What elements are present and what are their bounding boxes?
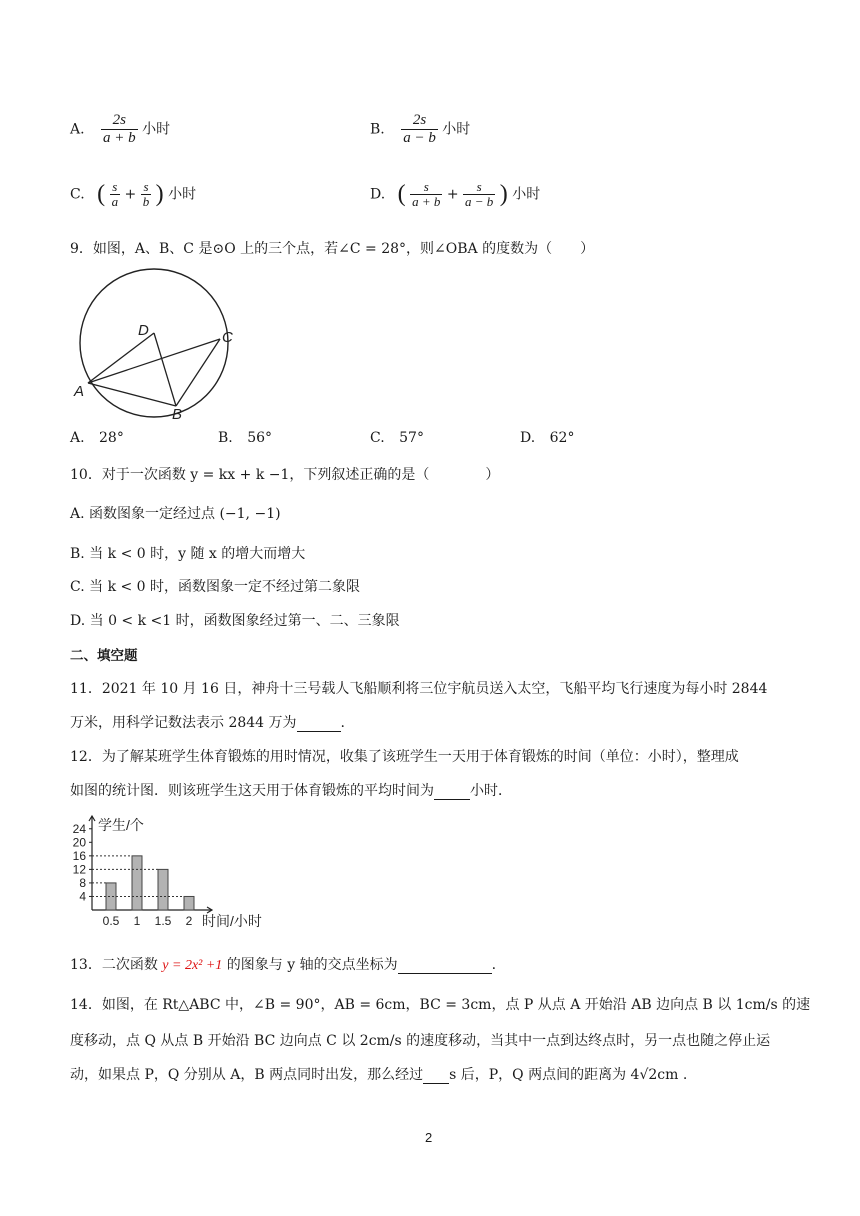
label-b: B [172, 406, 183, 423]
option-label: A. [70, 121, 85, 138]
paren: ) [155, 181, 164, 207]
page-number: 2 [425, 1130, 433, 1145]
numerator: s [423, 179, 429, 194]
x-tick-label: 0.5 [102, 914, 120, 928]
formula: y = 2x² +1 [162, 958, 223, 973]
q10-option-b: B. 当 k < 0 时，y 随 x 的增大而增大 [70, 546, 306, 562]
answer-blank [434, 785, 470, 800]
text: 万米，用科学记数法表示 2844 万为 [70, 715, 297, 731]
q14-line1: 14．如图，在 Rt△ABC 中，∠B = 90°，AB = 6cm，BC = 3cm，点 P 从点 A 开始沿 AB 边向点 B 以 1cm/s 的速 [70, 997, 811, 1013]
circle-diagram [66, 268, 246, 424]
q10-option-d: D. 当 0 < k <1 时，函数图象经过第一、二、三象限 [70, 613, 400, 629]
q14-line2: 度移动，点 Q 从点 B 开始沿 BC 边向点 C 以 2cm/s 的速度移动，当其中一点到达终点时，另一点也随之停止运 [70, 1033, 771, 1049]
text: . [340, 715, 345, 731]
x-tick-label: 1.5 [154, 914, 172, 928]
q13-line [70, 954, 496, 974]
q12-line2 [70, 780, 512, 800]
q9-option-b [218, 430, 272, 446]
paren: ) [499, 181, 508, 207]
denominator: a − b [403, 130, 436, 146]
x-axis-label: 时间/小时 [202, 913, 262, 929]
option-value: 28° [99, 430, 124, 446]
plus-sign: + [446, 186, 459, 203]
y-tick-label: 24 [72, 821, 86, 836]
q8-option-c [70, 180, 196, 209]
fraction [410, 180, 442, 209]
option-label: C. [370, 430, 385, 446]
text: . [491, 957, 497, 973]
fraction [141, 180, 152, 209]
q10-option-c: C. 当 k < 0 时，函数图象一定不经过第二象限 [70, 579, 361, 595]
option-suffix: 小时 [442, 121, 471, 138]
denominator: a [111, 194, 119, 209]
option-label: B. [218, 430, 233, 446]
bar [132, 856, 142, 910]
denominator: a − b [465, 194, 494, 209]
text: 动，如果点 P，Q 分别从 A，B 两点同时出发，那么经过 [70, 1067, 424, 1083]
q8-option-a [70, 112, 170, 147]
segment-ac [88, 339, 220, 383]
numerator: 2s [412, 112, 427, 128]
denominator: b [142, 194, 150, 209]
y-tick-label: 16 [72, 848, 86, 863]
fraction [463, 180, 495, 209]
text: s 后，P，Q 两点间的距离为 4√2cm . [449, 1067, 688, 1083]
text: 的图象与 y 轴的交点坐标为 [226, 957, 398, 973]
q10-stem: 10．对于一次函数 y = kx + k −1，下列叙述正确的是（ ） [70, 467, 500, 483]
option-value: 56° [247, 430, 273, 446]
label-d: D [138, 322, 149, 339]
numerator: s [476, 179, 482, 194]
x-tick-label: 2 [185, 914, 193, 928]
q11-line2 [70, 712, 345, 732]
option-suffix: 小时 [168, 186, 197, 203]
y-tick-label: 12 [72, 862, 86, 877]
q8-option-b [370, 112, 470, 147]
denominator: a + b [412, 194, 441, 209]
option-label: D. [370, 186, 386, 203]
q9-option-c [370, 430, 424, 446]
option-suffix: 小时 [142, 121, 171, 138]
option-label: A. [70, 430, 85, 446]
option-label: C. [70, 186, 85, 203]
circle-o [80, 269, 228, 417]
section-heading: 二、填空题 [70, 648, 138, 664]
option-value: 62° [549, 430, 575, 446]
numerator: 2s [112, 112, 126, 128]
y-tick-label: 4 [79, 889, 86, 904]
segment-db [154, 333, 176, 406]
bar [184, 896, 194, 910]
text: 小时． [470, 783, 512, 799]
text: 13．二次函数 [70, 957, 158, 973]
answer-blank [297, 717, 341, 732]
bar [106, 883, 116, 910]
plus-sign: + [124, 186, 137, 203]
option-label: B. [370, 121, 385, 138]
q9-option-d [520, 430, 574, 446]
paren: ( [397, 181, 406, 207]
q8-option-d [370, 180, 540, 209]
fraction [101, 112, 138, 147]
label-c: C [222, 329, 233, 346]
text: 如图的统计图．则该班学生这天用于体育锻炼的平均时间为 [70, 783, 434, 799]
fraction [110, 180, 121, 209]
numerator: s [112, 179, 118, 194]
q9-option-a [70, 430, 124, 446]
option-label: D. [520, 430, 536, 446]
q10-option-a: A. 函数图象一定经过点 (−1, −1) [70, 506, 281, 522]
paren: ( [97, 181, 106, 207]
label-a: A [74, 383, 85, 400]
y-axis-label: 学生/个 [98, 817, 144, 833]
q11-line1: 11．2021 年 10 月 16 日，神舟十三号载人飞船顺利将三位宇航员送入太空，飞船平均飞行速度为每小时 2844 [70, 681, 768, 697]
bar-chart [62, 808, 292, 936]
answer-blank [398, 959, 492, 974]
fraction [401, 112, 438, 147]
y-tick-label: 20 [72, 835, 86, 850]
option-value: 57° [399, 430, 424, 446]
q14-line3 [70, 1064, 687, 1084]
numerator: s [143, 179, 149, 194]
q12-line1: 12．为了解某班学生体育锻炼的用时情况，收集了该班学生一天用于体育锻炼的时间（单位：小时），整理成 [70, 749, 739, 765]
segment-ad [88, 333, 154, 383]
answer-blank [423, 1069, 449, 1084]
q9-stem: 9．如图，A、B、C 是⊙O 上的三个点，若∠C = 28°，则∠OBA 的度数为（ ） [70, 241, 595, 257]
bar [158, 869, 168, 910]
y-tick-label: 8 [79, 875, 86, 890]
x-tick-label: 1 [133, 914, 141, 928]
denominator: a + b [103, 130, 136, 146]
option-suffix: 小时 [512, 186, 541, 203]
segment-bc [176, 339, 220, 406]
